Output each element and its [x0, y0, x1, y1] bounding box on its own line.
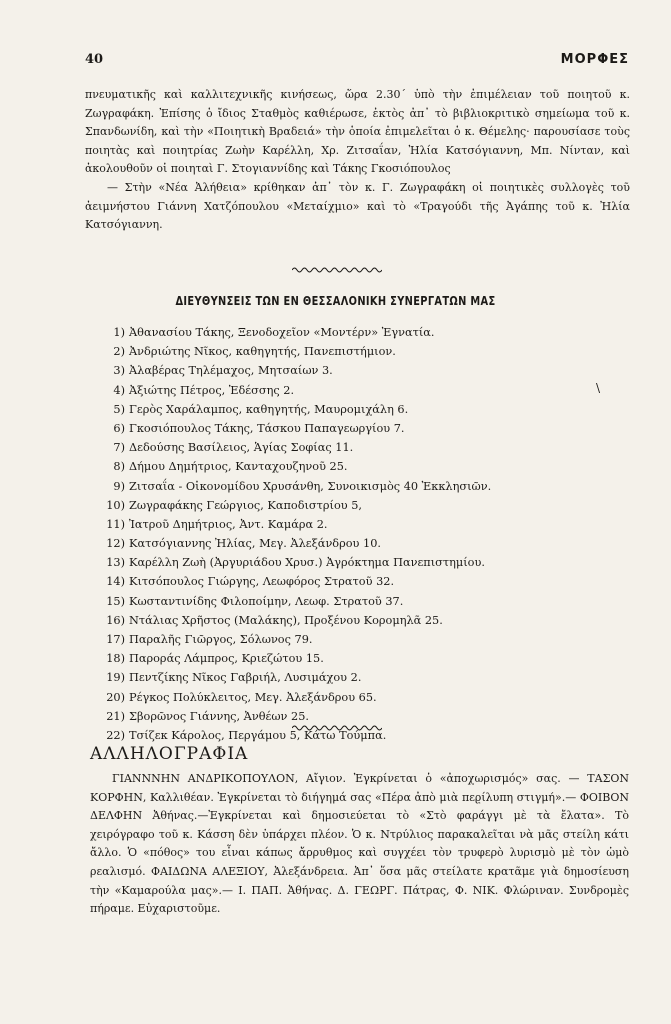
entry-text: Ἀθανασίου Τάκης, Ξενοδοχεῖον «Μοντέρν» Ἐγνατία.: [129, 326, 435, 339]
entry-text: Γερὸς Χαράλαμπος, καθηγητής, Μαυρομιχάλη 6.: [129, 402, 409, 416]
entry-text: Ντάλιας Χρῆστος (Μαλάκης), Προξένου Κορομηλᾶ 25.: [129, 613, 443, 627]
entry-text: Ζιτσαΐα - Οἰκονομίδου Χρυσάνθη, Συνοικισμὸς 40 Ἐκκλησιῶν.: [129, 479, 492, 493]
entry-text: Ἰατροῦ Δημήτριος, Ἀντ. Καμάρα 2.: [129, 517, 328, 531]
entry-number: 19): [106, 671, 125, 685]
entry-number: 13): [106, 556, 125, 570]
entry-number: 22): [106, 728, 125, 742]
entry-number: 21): [106, 709, 125, 723]
entry-number: 12): [106, 537, 125, 551]
entry-number: 3): [113, 364, 125, 378]
entry-text: Ἀνδριώτης Νῖκος, καθηγητής, Πανεπιστήμιον.: [129, 345, 396, 359]
directory-entry: [105, 515, 625, 534]
correspondence-paragraph: ΓΙΑΝΝΝΗΝ ΑΝΔΡΙΚΟΠΟΥΛΟΝ, Αἴγιον. Ἐγκρίνεται ὁ «ἀποχωρισμός» σας. — ΤΑΣΟΝ ΚΟΡΦΗΝ, Καλλιθέαν. Ἐγκρίνεται τὸ διήγημά σας «Πέρα ἀπὸ μιὰ πεϱίλυπη στιγμή».— ΦΟΙΒΟΝ ΔΕΛΦΗΝ Ἀθήνας.—Ἐγκρίνεται καὶ δημοσιεύεται τὸ «Στὸ φαράγγι μὲ τὰ ἔλατα». Τὸ χειρόγραφο τοῦ κ. Κάσση δὲν ὑπάρχει πλέον. Ὁ κ. Ντρύλιος παρακαλεῖται νὰ μᾶς στείλη κάτι ἄλλο. Ὁ «πόθος» του εἶναι κάπως ἄρρυθμος καὶ συγχέει τὸν τρυφερὸ λυρισμὸ μὲ τὸν ὠμὸ ρεαλισμό. ΦΑΙΔΩΝΑ ΑΛΕΞΙΟΥ, Ἀλεξάνδρεια. Ἀπ᾿ ὅσα μᾶς στείλατε κρατᾶμε γιὰ δημοσίευση τὴν «Καμαρούλα μας».— Ι. ΠΑΠ. Ἀθήνας. Δ. ΓΕΩΡΓ. Πάτρας, Φ. ΝΙΚ. Φλώριναν. Συνδρομὲς πήραμε. Εὐχαριστοῦμε.: [90, 772, 629, 916]
entry-number: 11): [106, 517, 125, 531]
entry-number: 20): [106, 690, 125, 704]
directory-entry: [105, 323, 625, 342]
directory-entry: [105, 553, 625, 572]
entry-text: Γκοσιόπουλος Τάκης, Τάσκου Παπαγεωργίου 7.: [129, 421, 405, 435]
directory-entry: [105, 688, 625, 707]
directory-entry: [105, 457, 625, 476]
entry-number: 8): [113, 460, 125, 474]
entry-text: Πεντζίκης Νῖκος Γαβριήλ, Λυσιμάχου 2.: [129, 671, 362, 685]
entry-number: 4): [113, 383, 125, 397]
intro-text: [85, 86, 630, 235]
directory-entry: [105, 400, 625, 419]
directory-entry: [105, 649, 625, 668]
correspondence-text: [90, 770, 629, 919]
directory-entry: [105, 630, 625, 649]
entry-number: 2): [113, 345, 125, 359]
entry-number: 1): [113, 326, 125, 339]
entry-text: Κωσταντινίδης Φιλοποίμην, Λεωφ. Στρατοῦ 37.: [129, 594, 404, 608]
wavy-ornament-divider: [292, 724, 382, 732]
directory-entry: [105, 611, 625, 630]
entry-text: Τσίζεκ Κάρολος, Περγάμου 5, Κάτω Τούμπα.: [129, 728, 387, 742]
entry-text: Ρέγκος Πολύκλειτος, Μεγ. Ἀλεξάνδρου 65.: [129, 690, 377, 704]
intro-paragraph-1: πνευματικῆς καὶ καλλιτεχνικῆς κινήσεως, ὥρα 2.30΄ ὑπὸ τὴν ἐπιμέλειαν τοῦ ποιητοῦ κ. Ζωγραφάκη. Ἐπίσης ὁ ἴδιος Σταθμὸς καθιέρωσε, ἐκτὸς ἀπ᾿ τὸ βιβλιοκριτικὸ σημείωμα τοῦ κ. Σπανδωνίδη, καὶ τὴν «Ποιητικὴ Βραδειά» τὴν ὁποία ἐπιμελεῖται ὁ κ. Θέμελης· παρουσίασε τοὺς ποιητὰς καὶ ποιητρίας Ζωὴν Καρέλλη, Χρ. Ζιτσαΐαν, Ἠλία Κατσόγιαννη, Μπ. Νίνταν, καὶ ἀκολουθοῦν οἱ ποιηταὶ Γ. Στογιαννίδης καὶ Τάκης Γκοσιόπουλος: [85, 88, 630, 176]
directory-entry: [105, 477, 625, 496]
intro-paragraph-2: — Στὴν «Νέα Ἀλήθεια» κρίθηκαν ἀπ᾿ τὸν κ. Γ. Ζωγραφάκη οἱ ποιητικὲς συλλογὲς τοῦ ἀειμνήστου Γιάννη Χατζόπουλου «Μεταίχμιο» καὶ τὸ «Τραγούδι τῆς Ἀγάπης τοῦ κ. Ἠλία Κατσόγιαννη.: [85, 180, 630, 232]
entry-text: Κατσόγιαννης Ἠλίας, Μεγ. Ἀλεξάνδρου 10.: [129, 537, 381, 551]
directory-list: [105, 323, 625, 745]
entry-number: 5): [113, 402, 125, 416]
directory-entry: [105, 438, 625, 457]
running-title: ΜΟΡΦΕΣ: [560, 52, 629, 67]
directory-entry: [105, 534, 625, 553]
entry-number: 17): [106, 633, 125, 646]
entry-number: 16): [106, 613, 125, 627]
directory-entry: [105, 361, 625, 380]
entry-number: 10): [106, 498, 125, 512]
entry-number: 9): [113, 479, 125, 493]
entry-text: Καρέλλη Ζωὴ (Ἀργυριάδου Χρυσ.) Ἀγρόκτημα Πανεπιστημίου.: [129, 556, 485, 570]
entry-number: 6): [113, 421, 125, 435]
entry-text: Δήμου Δημήτριος, Κανταχουζηνοῦ 25.: [129, 460, 348, 474]
directory-entry: [105, 381, 625, 400]
entry-number: 18): [106, 652, 125, 666]
entry-number: 14): [106, 575, 125, 589]
entry-text: Παροράς Λάμπρος, Κριεζώτου 15.: [129, 652, 324, 666]
page-number: 40: [85, 52, 104, 67]
entry-text: Ἀξιώτης Πέτρος, Ἐδέσσης 2.: [129, 383, 295, 397]
directory-title: ΔΙΕΥΘΥΝΣΕΙΣ ΤΩΝ ΕΝ ΘΕΣΣΑΛΟΝΙΚΗ ΣΥΝΕΡΓΑΤΩΝ ΜΑΣ: [175, 294, 496, 308]
entry-text: Ζωγραφάκης Γεώργιος, Καποδιστρίου 5,: [129, 498, 362, 512]
entry-number: 15): [106, 594, 125, 608]
directory-entry: [105, 572, 625, 591]
wavy-ornament-divider: [292, 266, 382, 274]
directory-entry: [105, 496, 625, 515]
entry-text: Παραλῆς Γιῶργος, Σόλωνος 79.: [129, 633, 313, 646]
page-header: [85, 52, 629, 72]
entry-text: Δεδούσης Βασίλειος, Ἁγίας Σοφίας 11.: [129, 441, 354, 455]
directory-entry: [105, 342, 625, 361]
entry-text: Σβορῶνος Γιάννης, Ἀνθέων 25.: [129, 709, 309, 723]
correspondence-title: ΑΛΛΗΛΟΓΡΑΦΙΑ: [90, 744, 249, 764]
directory-entry: [105, 668, 625, 687]
entry-text: Ἀλαβέρας Τηλέμαχος, Μητσαίων 3.: [129, 364, 333, 378]
margin-mark: \: [596, 381, 601, 395]
entry-number: 7): [113, 441, 125, 455]
entry-text: Κιτσόπουλος Γιώργης, Λεωφόρος Στρατοῦ 32.: [129, 575, 395, 589]
directory-entry: [105, 419, 625, 438]
directory-entry: [105, 592, 625, 611]
